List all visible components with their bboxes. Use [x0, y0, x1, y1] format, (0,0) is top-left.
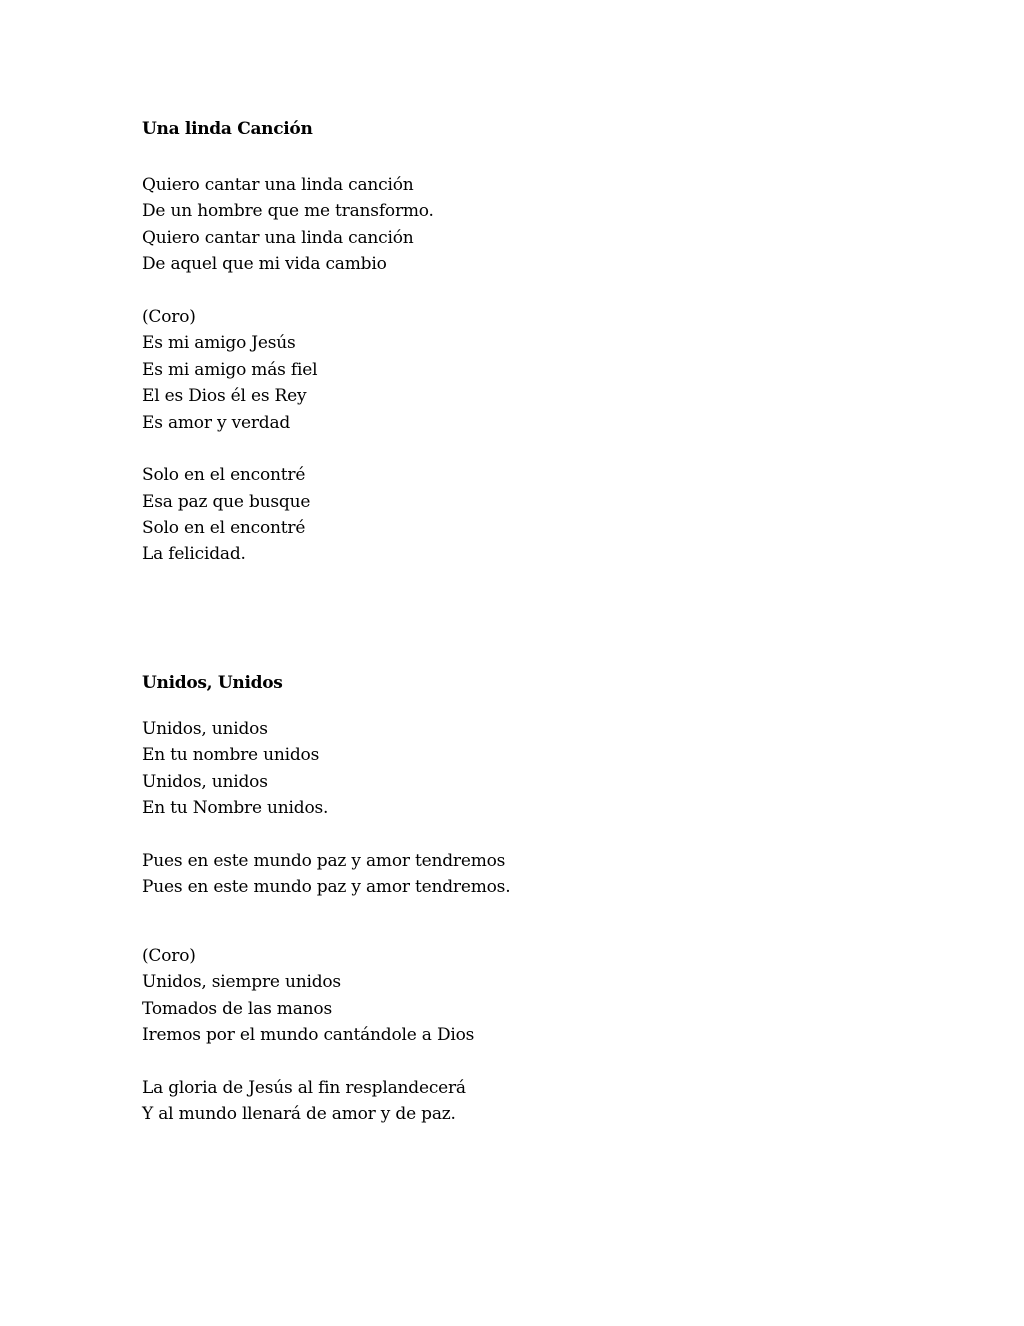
lyric-line: La gloria de Jesús al fin resplandecerá: [142, 1077, 466, 1098]
lyric-line: En tu nombre unidos: [142, 745, 320, 766]
lyric-line: Unidos, siempre unidos: [142, 972, 341, 993]
lyric-line: Pues en este mundo paz y amor tendremos.: [142, 877, 511, 898]
lyric-line: De aquel que mi vida cambio: [142, 254, 387, 275]
stanza-verse-3: [142, 1075, 842, 1128]
stanza-chorus: [142, 943, 842, 1049]
lyric-line: Iremos por el mundo cantándole a Dios: [142, 1024, 475, 1045]
stanza-verse-1: [142, 716, 842, 822]
song-title: Una linda Canción: [142, 119, 313, 139]
stanza-chorus: [142, 304, 842, 436]
lyric-line: Es mi amigo más fiel: [142, 359, 318, 380]
lyric-line: Quiero cantar una linda canción: [142, 227, 414, 248]
lyric-line: Quiero cantar una linda canción: [142, 175, 414, 195]
chorus-label: (Coro): [142, 306, 196, 327]
chorus-label: (Coro): [142, 945, 196, 966]
lyric-line: Pues en este mundo paz y amor tendremos: [142, 850, 506, 871]
lyric-line: Solo en el encontré: [142, 518, 306, 539]
lyric-line: Unidos, unidos: [142, 719, 268, 739]
lyric-line: El es Dios él es Rey: [142, 386, 307, 407]
lyric-line: Unidos, unidos: [142, 771, 268, 792]
lyric-line: De un hombre que me transformo.: [142, 201, 434, 222]
lyric-line: La felicidad.: [142, 544, 246, 565]
lyric-line: Es amor y verdad: [142, 412, 291, 433]
song-unidos-unidos: [142, 670, 842, 1127]
stanza-verse-1: [142, 172, 842, 278]
lyric-line: Es mi amigo Jesús: [142, 333, 296, 354]
stanza-verse-2: [142, 848, 842, 901]
song-title: Unidos, Unidos: [142, 673, 283, 693]
song-una-linda-cancion: [142, 116, 842, 568]
lyric-line: En tu Nombre unidos.: [142, 798, 329, 819]
lyric-line: Solo en el encontré: [142, 465, 306, 486]
lyric-line: Esa paz que busque: [142, 491, 311, 512]
lyric-line: Y al mundo llenará de amor y de paz.: [142, 1104, 456, 1125]
stanza-verse-2: [142, 462, 842, 568]
lyric-line: Tomados de las manos: [142, 998, 332, 1019]
